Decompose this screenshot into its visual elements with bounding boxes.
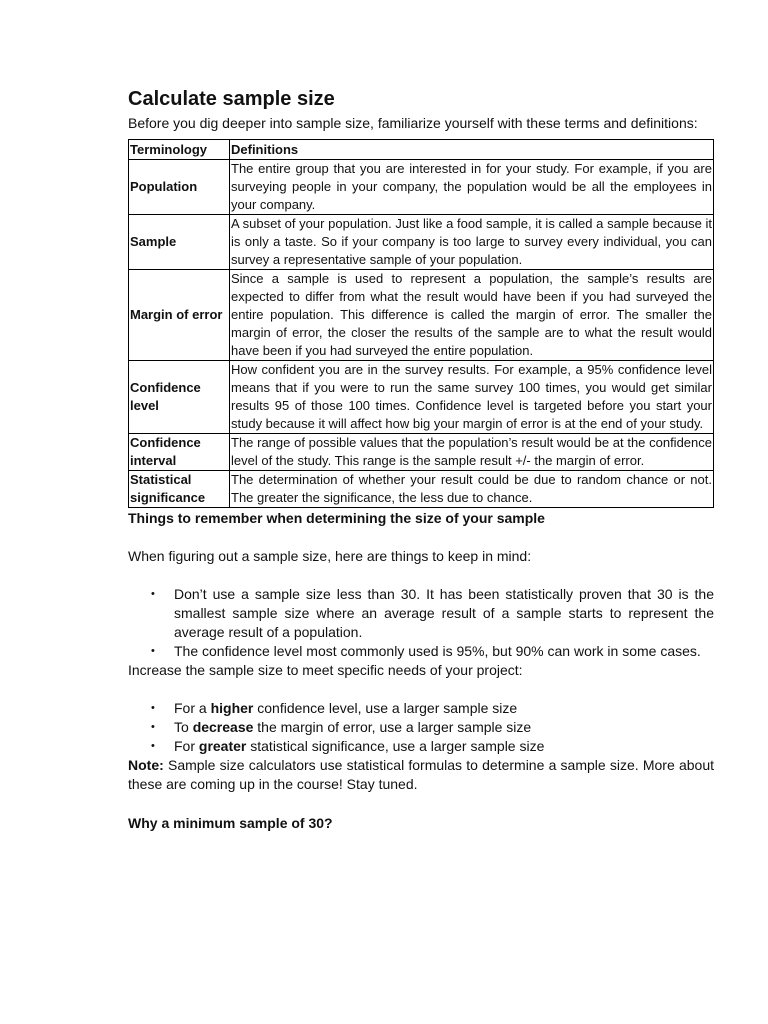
section-intro-paragraph: When figuring out a sample size, here are things to keep in mind: xyxy=(128,548,532,564)
list-item xyxy=(128,699,714,718)
list-item-emphasis: decrease xyxy=(192,719,254,735)
header-definitions: Definitions xyxy=(230,140,714,160)
bullet-list-guidelines xyxy=(128,585,714,661)
section-heading-minimum-sample: Why a minimum sample of 30? xyxy=(128,815,333,831)
term-confidence-level: Confidence level xyxy=(129,361,230,434)
note-text: Sample size calculators use statistical formulas to determine a sample size. More about these are coming up in the course! Stay tuned. xyxy=(128,757,714,792)
table-row xyxy=(129,160,714,215)
definition-statistical-significance: The determination of whether your result could be due to random chance or not. The greater the significance, the less due to chance. xyxy=(230,471,714,508)
term-margin-of-error: Margin of error xyxy=(129,270,230,361)
bullet-icon: • xyxy=(151,740,155,752)
list-item-text-pre: To xyxy=(174,719,193,735)
list-item-text-pre: For a xyxy=(174,700,211,716)
bullet-icon: • xyxy=(151,645,155,657)
list-item-text: The confidence level most commonly used is 95%, but 90% can work in some cases. xyxy=(174,643,701,659)
list-item-text-post: the margin of error, use a larger sample size xyxy=(253,719,532,735)
list-item-text: Don’t use a sample size less than 30. It has been statistically proven that 30 is the smallest sample size where an average result of a sample starts to represent the average result of a population. xyxy=(174,586,714,640)
bullet-icon: • xyxy=(151,588,155,600)
list-item-text-post: confidence level, use a larger sample size xyxy=(253,700,518,716)
list-item xyxy=(128,718,714,737)
table-header-row xyxy=(129,140,714,160)
list-item xyxy=(128,737,714,756)
list-item xyxy=(128,642,714,661)
intro-paragraph: Before you dig deeper into sample size, familiarize yourself with these terms and definitions: xyxy=(128,115,698,131)
term-statistical-significance: Statistical significance xyxy=(129,471,230,508)
table-row xyxy=(129,361,714,434)
bullet-list-increase xyxy=(128,699,714,756)
list-item-text-pre: For xyxy=(174,738,199,754)
list-item xyxy=(128,585,714,642)
table-row xyxy=(129,215,714,270)
list-item-text-post: statistical significance, use a larger sample size xyxy=(246,738,545,754)
table-row xyxy=(129,270,714,361)
definition-sample: A subset of your population. Just like a food sample, it is called a sample because it is only a taste. So if your company is too large to survey every individual, you can survey a representative sample of your population. xyxy=(230,215,714,270)
table-row xyxy=(129,434,714,471)
bullet-icon: • xyxy=(151,702,155,714)
table-row xyxy=(129,471,714,508)
definition-confidence-interval: The range of possible values that the population’s result would be at the confidence level of the study. This range is the sample result +/- the margin of error. xyxy=(230,434,714,471)
term-sample: Sample xyxy=(129,215,230,270)
definition-margin-of-error: Since a sample is used to represent a population, the sample’s results are expected to differ from what the result would have been if you had surveyed the entire population. This difference is called the margin of error. The smaller the margin of error, the closer the results of the sample are to what the result would have been if you had surveyed the entire population. xyxy=(230,270,714,361)
section-spacer xyxy=(128,794,714,813)
term-confidence-interval: Confidence interval xyxy=(129,434,230,471)
term-population: Population xyxy=(129,160,230,215)
definition-confidence-level: How confident you are in the survey results. For example, a 95% confidence level means that if you were to run the same survey 100 times, you would get similar results 95 of those 100 times. Confidence level is targeted before you start your study because it will affect how big your margin of error is at the end of your study. xyxy=(230,361,714,434)
terminology-table xyxy=(128,139,714,508)
note-label: Note: xyxy=(128,757,164,773)
bullet-icon: • xyxy=(151,721,155,733)
list-item-emphasis: higher xyxy=(210,700,254,716)
definition-population: The entire group that you are interested in for your study. For example, if you are surveying people in your company, the population would be all the employees in your company. xyxy=(230,160,714,215)
note-paragraph xyxy=(128,756,714,794)
page-title: Calculate sample size xyxy=(128,88,335,110)
list-item-emphasis: greater xyxy=(198,738,247,754)
section-heading-things-to-remember: Things to remember when determining the size of your sample xyxy=(128,510,545,526)
increase-sample-paragraph: Increase the sample size to meet specific needs of your project: xyxy=(128,662,523,678)
header-terminology: Terminology xyxy=(129,140,230,160)
